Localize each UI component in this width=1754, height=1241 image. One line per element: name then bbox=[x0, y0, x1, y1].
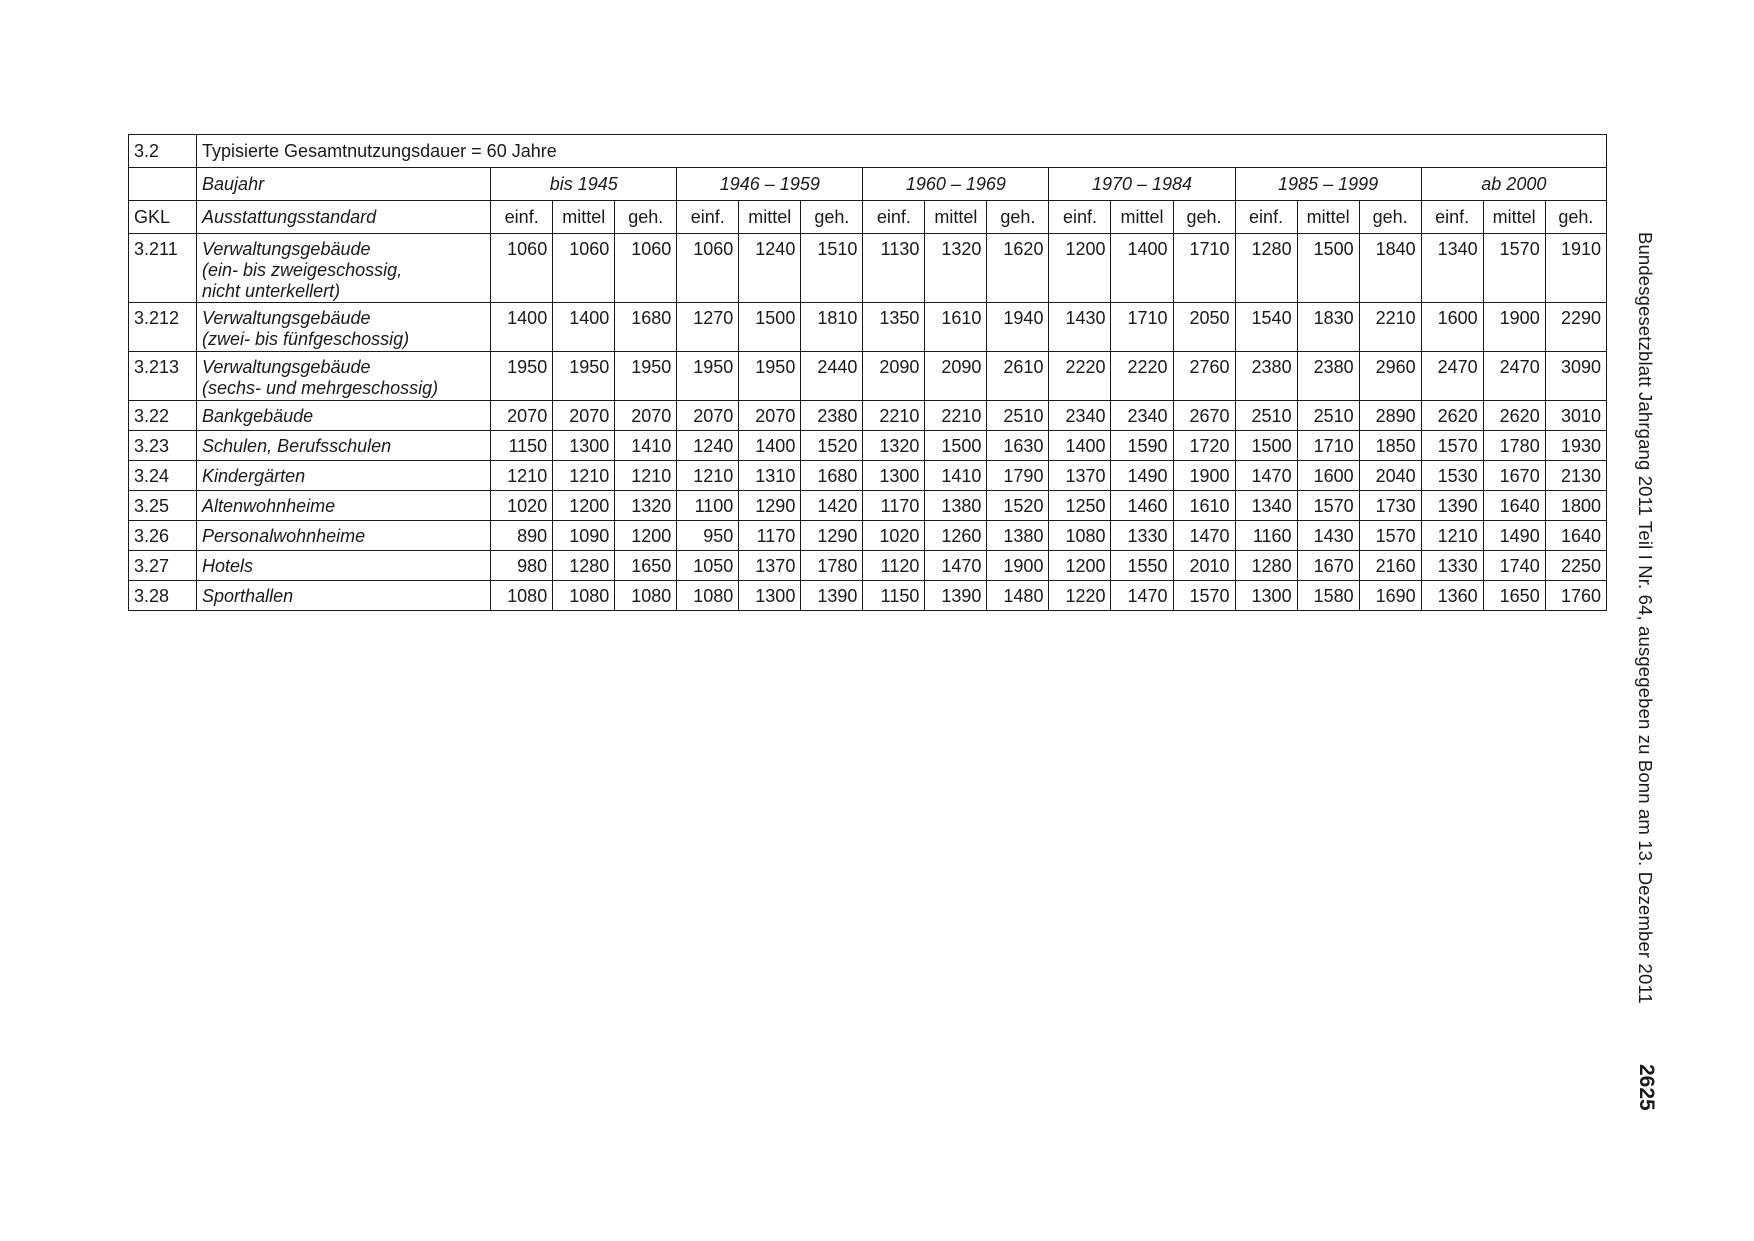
value-cell: 2050 bbox=[1173, 303, 1235, 352]
value-cell: 1690 bbox=[1359, 581, 1421, 611]
value-cell: 1600 bbox=[1421, 303, 1483, 352]
value-cell: 1520 bbox=[987, 491, 1049, 521]
value-cell: 1780 bbox=[1483, 431, 1545, 461]
value-cell: 2220 bbox=[1049, 352, 1111, 401]
building-type-line: Altenwohnheime bbox=[202, 496, 336, 516]
value-cell: 1490 bbox=[1483, 521, 1545, 551]
value-cell: 1840 bbox=[1359, 234, 1421, 303]
gkl-cell: 3.22 bbox=[129, 401, 197, 431]
value-cell: 2380 bbox=[1235, 352, 1297, 401]
value-cell: 1210 bbox=[615, 461, 677, 491]
value-cell: 2380 bbox=[1297, 352, 1359, 401]
table-row bbox=[129, 303, 1607, 352]
value-cell: 1500 bbox=[1235, 431, 1297, 461]
building-type-cell bbox=[197, 491, 491, 521]
building-type-line: Sporthallen bbox=[202, 586, 294, 606]
value-cell: 1380 bbox=[925, 491, 987, 521]
value-cell: 2130 bbox=[1545, 461, 1606, 491]
value-cell: 1410 bbox=[925, 461, 987, 491]
value-cell: 1950 bbox=[677, 352, 739, 401]
value-cell: 1210 bbox=[1421, 521, 1483, 551]
value-cell: 1500 bbox=[739, 303, 801, 352]
period-header: 1946 – 1959 bbox=[677, 168, 863, 201]
value-cell: 1300 bbox=[739, 581, 801, 611]
value-cell: 1430 bbox=[1049, 303, 1111, 352]
value-cell: 2380 bbox=[801, 401, 863, 431]
value-cell: 2510 bbox=[1297, 401, 1359, 431]
value-cell: 1400 bbox=[553, 303, 615, 352]
table-row bbox=[129, 581, 1607, 611]
value-cell: 1570 bbox=[1173, 581, 1235, 611]
value-cell: 1850 bbox=[1359, 431, 1421, 461]
value-cell: 1360 bbox=[1421, 581, 1483, 611]
value-cell: 1710 bbox=[1297, 431, 1359, 461]
section-number: 3.2 bbox=[129, 135, 197, 168]
value-cell: 1950 bbox=[553, 352, 615, 401]
value-cell: 1650 bbox=[1483, 581, 1545, 611]
value-cell: 1300 bbox=[553, 431, 615, 461]
value-cell: 1220 bbox=[1049, 581, 1111, 611]
value-cell: 1670 bbox=[1297, 551, 1359, 581]
building-type-cell bbox=[197, 234, 491, 303]
value-cell: 1580 bbox=[1297, 581, 1359, 611]
value-cell: 1650 bbox=[615, 551, 677, 581]
value-cell: 1150 bbox=[863, 581, 925, 611]
value-cell: 2090 bbox=[863, 352, 925, 401]
value-cell: 1400 bbox=[491, 303, 553, 352]
value-cell: 1050 bbox=[677, 551, 739, 581]
value-cell: 2470 bbox=[1421, 352, 1483, 401]
value-cell: 1340 bbox=[1235, 491, 1297, 521]
value-cell: 1080 bbox=[553, 581, 615, 611]
value-cell: 2250 bbox=[1545, 551, 1606, 581]
gkl-cell: 3.26 bbox=[129, 521, 197, 551]
value-cell: 1200 bbox=[1049, 234, 1111, 303]
value-cell: 1910 bbox=[1545, 234, 1606, 303]
value-cell: 2040 bbox=[1359, 461, 1421, 491]
value-cell: 1410 bbox=[615, 431, 677, 461]
value-cell: 2070 bbox=[615, 401, 677, 431]
level-header: mittel bbox=[739, 201, 801, 234]
building-type-cell bbox=[197, 461, 491, 491]
value-cell: 1080 bbox=[1049, 521, 1111, 551]
building-type-line: Verwaltungsgebäude bbox=[202, 239, 371, 259]
value-cell: 1900 bbox=[1173, 461, 1235, 491]
value-cell: 1950 bbox=[491, 352, 553, 401]
value-cell: 1600 bbox=[1297, 461, 1359, 491]
value-cell: 2760 bbox=[1173, 352, 1235, 401]
section-title: Typisierte Gesamtnutzungsdauer = 60 Jahre bbox=[197, 135, 1607, 168]
value-cell: 2470 bbox=[1483, 352, 1545, 401]
value-cell: 1710 bbox=[1111, 303, 1173, 352]
value-cell: 950 bbox=[677, 521, 739, 551]
value-cell: 1400 bbox=[739, 431, 801, 461]
level-header: mittel bbox=[553, 201, 615, 234]
value-cell: 2220 bbox=[1111, 352, 1173, 401]
level-header: mittel bbox=[1297, 201, 1359, 234]
building-type-cell bbox=[197, 551, 491, 581]
value-cell: 1090 bbox=[553, 521, 615, 551]
value-cell: 1530 bbox=[1421, 461, 1483, 491]
value-cell: 1330 bbox=[1421, 551, 1483, 581]
value-cell: 1790 bbox=[987, 461, 1049, 491]
value-cell: 1160 bbox=[1235, 521, 1297, 551]
value-cell: 1210 bbox=[553, 461, 615, 491]
table-row bbox=[129, 521, 1607, 551]
value-cell: 1740 bbox=[1483, 551, 1545, 581]
level-header: einf. bbox=[1049, 201, 1111, 234]
value-cell: 1550 bbox=[1111, 551, 1173, 581]
value-cell: 1430 bbox=[1297, 521, 1359, 551]
value-cell: 2010 bbox=[1173, 551, 1235, 581]
value-cell: 2960 bbox=[1359, 352, 1421, 401]
value-cell: 1060 bbox=[615, 234, 677, 303]
value-cell: 1260 bbox=[925, 521, 987, 551]
value-cell: 2610 bbox=[987, 352, 1049, 401]
value-cell: 3090 bbox=[1545, 352, 1606, 401]
building-type-line: Verwaltungsgebäude bbox=[202, 357, 371, 377]
level-header: einf. bbox=[491, 201, 553, 234]
value-cell: 1310 bbox=[739, 461, 801, 491]
value-cell: 1810 bbox=[801, 303, 863, 352]
level-header: geh. bbox=[1173, 201, 1235, 234]
value-cell: 1490 bbox=[1111, 461, 1173, 491]
value-cell: 1400 bbox=[1049, 431, 1111, 461]
level-header: geh. bbox=[1545, 201, 1606, 234]
value-cell: 1830 bbox=[1297, 303, 1359, 352]
table-row bbox=[129, 461, 1607, 491]
value-cell: 1120 bbox=[863, 551, 925, 581]
value-cell: 1570 bbox=[1483, 234, 1545, 303]
value-cell: 1900 bbox=[987, 551, 1049, 581]
gkl-cell: 3.25 bbox=[129, 491, 197, 521]
level-header: mittel bbox=[1111, 201, 1173, 234]
value-cell: 2160 bbox=[1359, 551, 1421, 581]
value-cell: 1400 bbox=[1111, 234, 1173, 303]
value-cell: 1630 bbox=[987, 431, 1049, 461]
value-cell: 1420 bbox=[801, 491, 863, 521]
value-cell: 2670 bbox=[1173, 401, 1235, 431]
value-cell: 2070 bbox=[677, 401, 739, 431]
empty-gkl-header-cell bbox=[129, 168, 197, 201]
building-type-line: nicht unterkellert) bbox=[202, 281, 341, 301]
value-cell: 1020 bbox=[491, 491, 553, 521]
cost-table bbox=[128, 134, 1607, 611]
level-header: geh. bbox=[1359, 201, 1421, 234]
level-header: einf. bbox=[1421, 201, 1483, 234]
value-cell: 1620 bbox=[987, 234, 1049, 303]
baujahr-header-row bbox=[129, 168, 1607, 201]
value-cell: 1340 bbox=[1421, 234, 1483, 303]
value-cell: 1540 bbox=[1235, 303, 1297, 352]
value-cell: 1760 bbox=[1545, 581, 1606, 611]
value-cell: 1950 bbox=[739, 352, 801, 401]
gkl-cell: 3.27 bbox=[129, 551, 197, 581]
level-header: einf. bbox=[1235, 201, 1297, 234]
value-cell: 2070 bbox=[491, 401, 553, 431]
value-cell: 1080 bbox=[491, 581, 553, 611]
value-cell: 2510 bbox=[1235, 401, 1297, 431]
value-cell: 1730 bbox=[1359, 491, 1421, 521]
value-cell: 1470 bbox=[925, 551, 987, 581]
value-cell: 1500 bbox=[925, 431, 987, 461]
value-cell: 1370 bbox=[1049, 461, 1111, 491]
level-header: einf. bbox=[863, 201, 925, 234]
level-header: einf. bbox=[677, 201, 739, 234]
value-cell: 1380 bbox=[987, 521, 1049, 551]
building-type-cell bbox=[197, 352, 491, 401]
value-cell: 1370 bbox=[739, 551, 801, 581]
value-cell: 1510 bbox=[801, 234, 863, 303]
building-type-cell bbox=[197, 431, 491, 461]
value-cell: 1570 bbox=[1421, 431, 1483, 461]
value-cell: 1520 bbox=[801, 431, 863, 461]
building-type-cell bbox=[197, 303, 491, 352]
ausstattung-header-row bbox=[129, 201, 1607, 234]
value-cell: 980 bbox=[491, 551, 553, 581]
value-cell: 1200 bbox=[1049, 551, 1111, 581]
value-cell: 1080 bbox=[677, 581, 739, 611]
gkl-cell: 3.211 bbox=[129, 234, 197, 303]
building-type-line: Schulen, Berufsschulen bbox=[202, 436, 392, 456]
value-cell: 1020 bbox=[863, 521, 925, 551]
value-cell: 1060 bbox=[677, 234, 739, 303]
value-cell: 1210 bbox=[677, 461, 739, 491]
value-cell: 2890 bbox=[1359, 401, 1421, 431]
value-cell: 1350 bbox=[863, 303, 925, 352]
page-number: 2625 bbox=[1635, 1064, 1658, 1111]
value-cell: 2210 bbox=[925, 401, 987, 431]
building-type-cell bbox=[197, 581, 491, 611]
level-header: geh. bbox=[615, 201, 677, 234]
value-cell: 1300 bbox=[1235, 581, 1297, 611]
level-header: mittel bbox=[1483, 201, 1545, 234]
building-type-line: Personalwohnheime bbox=[202, 526, 366, 546]
ausstattung-label: Ausstattungsstandard bbox=[197, 201, 491, 234]
value-cell: 1280 bbox=[1235, 234, 1297, 303]
value-cell: 1210 bbox=[491, 461, 553, 491]
gkl-cell: 3.213 bbox=[129, 352, 197, 401]
value-cell: 1390 bbox=[1421, 491, 1483, 521]
value-cell: 1150 bbox=[491, 431, 553, 461]
table-row bbox=[129, 352, 1607, 401]
gkl-cell: 3.28 bbox=[129, 581, 197, 611]
building-type-line: (sechs- und mehrgeschossig) bbox=[202, 378, 439, 398]
level-header: geh. bbox=[987, 201, 1049, 234]
value-cell: 2440 bbox=[801, 352, 863, 401]
baujahr-label: Baujahr bbox=[197, 168, 491, 201]
value-cell: 1670 bbox=[1483, 461, 1545, 491]
value-cell: 1320 bbox=[925, 234, 987, 303]
value-cell: 1470 bbox=[1111, 581, 1173, 611]
period-header: 1960 – 1969 bbox=[863, 168, 1049, 201]
period-header: bis 1945 bbox=[491, 168, 677, 201]
value-cell: 1590 bbox=[1111, 431, 1173, 461]
value-cell: 1390 bbox=[925, 581, 987, 611]
section-header-row bbox=[129, 135, 1607, 168]
building-type-line: (zwei- bis fünfgeschossig) bbox=[202, 329, 410, 349]
value-cell: 1320 bbox=[615, 491, 677, 521]
value-cell: 1710 bbox=[1173, 234, 1235, 303]
value-cell: 1570 bbox=[1297, 491, 1359, 521]
building-type-line: Hotels bbox=[202, 556, 254, 576]
value-cell: 1170 bbox=[863, 491, 925, 521]
value-cell: 2510 bbox=[987, 401, 1049, 431]
building-type-cell bbox=[197, 401, 491, 431]
value-cell: 2620 bbox=[1483, 401, 1545, 431]
value-cell: 1250 bbox=[1049, 491, 1111, 521]
gkl-label: GKL bbox=[129, 201, 197, 234]
value-cell: 1060 bbox=[491, 234, 553, 303]
value-cell: 1470 bbox=[1173, 521, 1235, 551]
building-type-line: Bankgebäude bbox=[202, 406, 314, 426]
value-cell: 1290 bbox=[801, 521, 863, 551]
value-cell: 2340 bbox=[1111, 401, 1173, 431]
period-header: 1970 – 1984 bbox=[1049, 168, 1235, 201]
value-cell: 2620 bbox=[1421, 401, 1483, 431]
value-cell: 1320 bbox=[863, 431, 925, 461]
value-cell: 1940 bbox=[987, 303, 1049, 352]
period-header: 1985 – 1999 bbox=[1235, 168, 1421, 201]
value-cell: 2070 bbox=[739, 401, 801, 431]
value-cell: 1640 bbox=[1483, 491, 1545, 521]
building-type-line: Verwaltungsgebäude bbox=[202, 308, 371, 328]
table-row bbox=[129, 491, 1607, 521]
value-cell: 1570 bbox=[1359, 521, 1421, 551]
value-cell: 2090 bbox=[925, 352, 987, 401]
value-cell: 1470 bbox=[1235, 461, 1297, 491]
period-header: ab 2000 bbox=[1421, 168, 1606, 201]
value-cell: 1330 bbox=[1111, 521, 1173, 551]
value-cell: 1130 bbox=[863, 234, 925, 303]
gkl-cell: 3.212 bbox=[129, 303, 197, 352]
table-row bbox=[129, 401, 1607, 431]
value-cell: 1240 bbox=[677, 431, 739, 461]
value-cell: 1300 bbox=[863, 461, 925, 491]
value-cell: 1640 bbox=[1545, 521, 1606, 551]
value-cell: 2210 bbox=[863, 401, 925, 431]
value-cell: 1280 bbox=[1235, 551, 1297, 581]
value-cell: 1610 bbox=[1173, 491, 1235, 521]
value-cell: 1950 bbox=[615, 352, 677, 401]
building-type-cell bbox=[197, 521, 491, 551]
value-cell: 2210 bbox=[1359, 303, 1421, 352]
value-cell: 1200 bbox=[615, 521, 677, 551]
value-cell: 1930 bbox=[1545, 431, 1606, 461]
value-cell: 1800 bbox=[1545, 491, 1606, 521]
gkl-cell: 3.24 bbox=[129, 461, 197, 491]
value-cell: 1900 bbox=[1483, 303, 1545, 352]
value-cell: 1390 bbox=[801, 581, 863, 611]
value-cell: 2290 bbox=[1545, 303, 1606, 352]
value-cell: 1290 bbox=[739, 491, 801, 521]
value-cell: 1720 bbox=[1173, 431, 1235, 461]
building-type-line: Kindergärten bbox=[202, 466, 306, 486]
value-cell: 1610 bbox=[925, 303, 987, 352]
gkl-cell: 3.23 bbox=[129, 431, 197, 461]
value-cell: 890 bbox=[491, 521, 553, 551]
value-cell: 1480 bbox=[987, 581, 1049, 611]
value-cell: 1240 bbox=[739, 234, 801, 303]
value-cell: 1270 bbox=[677, 303, 739, 352]
level-header: geh. bbox=[801, 201, 863, 234]
table-row bbox=[129, 551, 1607, 581]
value-cell: 1100 bbox=[677, 491, 739, 521]
value-cell: 1170 bbox=[739, 521, 801, 551]
value-cell: 1060 bbox=[553, 234, 615, 303]
value-cell: 1680 bbox=[615, 303, 677, 352]
value-cell: 1080 bbox=[615, 581, 677, 611]
value-cell: 3010 bbox=[1545, 401, 1606, 431]
publication-side-text: Bundesgesetzblatt Jahrgang 2011 Teil I Nr. 64, ausgegeben zu Bonn am 13. Dezember 2011 bbox=[1635, 232, 1656, 1004]
value-cell: 1280 bbox=[553, 551, 615, 581]
building-type-line: (ein- bis zweigeschossig, bbox=[202, 260, 403, 280]
value-cell: 1680 bbox=[801, 461, 863, 491]
level-header: mittel bbox=[925, 201, 987, 234]
table-row bbox=[129, 234, 1607, 303]
value-cell: 2340 bbox=[1049, 401, 1111, 431]
value-cell: 1780 bbox=[801, 551, 863, 581]
value-cell: 2070 bbox=[553, 401, 615, 431]
value-cell: 1500 bbox=[1297, 234, 1359, 303]
value-cell: 1460 bbox=[1111, 491, 1173, 521]
table-row bbox=[129, 431, 1607, 461]
value-cell: 1200 bbox=[553, 491, 615, 521]
